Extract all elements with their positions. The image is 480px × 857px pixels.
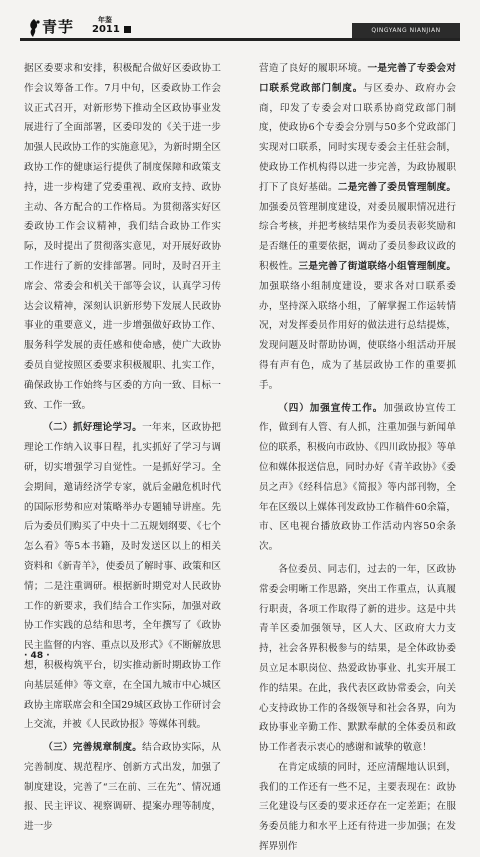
left-paragraph-1: 据区委要求和安排，积极配合做好区委政协工作会议筹备工作。7月中旬，区委政协工作会议正式召开，对新形势下推动全区政协事业发展进行了全面部署，区委印发的《关于进一步加强人民政协工作的实施意见》，为新时期全区政协工作的健康运行提供了制度保障和政策支持，进一步构建了党委重视、政府支持、政协主动、各方配合的工作格局。为贯彻落实好区委政协工作会议精神，我们结合政协工作实际，及时提出了贯彻落实意见，对开展好政协工作进行了新的安排部署。同时，及时召开主席会、常委会和机关干部等会议，认真学习传达会议精神，深刻认识新形势下发展人民政协事业的重要意义，进一步增强做好政协工作、服务科学发展的责任感和使命感，使广大政协委员自觉按照区委要求积极履职、扎实工作，确保政协工作始终与区委的方向一致、目标一致、工作一致。 <box>24 63 221 411</box>
right-section-4 <box>259 399 456 557</box>
logo-year: 2011 <box>92 24 120 35</box>
section-2-body: 一年来，区政协把理论工作纳入议事日程，扎实抓好了学习与调研，切实增强学习自觉性。一是抓好学习。全会期间，邀请经济学专家，就后金融危机时代的国际形势和应对策略举办专题辅导讲座。先后为委员们购买了中央十二五规划纲要、《七个怎么看》等5本书籍，及时发送区以上的相关资料和《新青羊》，使委员了解时事、政策和区情；二是注重调研。根据新时期党对人民政协工作的新要求，我们结合工作实际，加强对政协工作实践的总结和思考，全年撰写了《政协民主监督的内容、重点以及形式》《不断解放思想，积极构筑平台，切实推动新时期政协工作向基层延伸》等文章，在全国九城市中心城区政协主席联席会和全国29城区政协工作研讨会上交流，并被《人民政协报》等媒体刊载。 <box>24 422 222 731</box>
logo-title: 青芋 <box>42 18 75 36</box>
text-run: 加强联络小组制度建设，要求各对口联系委办，坚持深入联络小组，了解掌握工作运转情况，对发挥委员作用好的做法进行总结提炼，发现问题及时帮助协调，使联络小组活动开展得有声有色，成为了基层政协工作的重要抓手。 <box>259 280 456 391</box>
section-4-title: （四）加强宣传工作。 <box>278 402 384 414</box>
logo-icon <box>26 18 42 38</box>
bold-heading-2: 二是完善了委员管理制度。 <box>337 181 457 193</box>
text-run: 营造了良好的履职环境。 <box>259 63 368 74</box>
bold-heading-3: 三是完善了街道联络小组管理制度。 <box>298 260 457 272</box>
left-section-3 <box>24 738 221 837</box>
page-number: · 48 · <box>24 651 50 661</box>
bold-heading-1: 一是完善了专委会对口联系党政部门制度。 <box>259 63 457 94</box>
section-4-body: 加强政协宣传工作，做到有人管、有人抓，注重加强与新闻单位的联系，积极向市政协、《四川政协报》等单位和媒体报送信息，同时办好《青羊政协》《委员之声》《经科信息》《简报》等内部刊物，全年在区级以上媒体刊发政协工作稿件60余篇，市、区电视台播放政协工作活动内容50余条次。 <box>259 402 457 553</box>
section-3-body: 结合政协实际，从完善制度、规范程序、创新方式出发，加强了制度建设，完善了“三在前、三在先”、情况通报、民主评议、视察调研、提案办理等制度，进一步 <box>24 742 222 833</box>
text-run: 与区委办、政府办会商，印发了专委会对口联系协商党政部门制度，使政协6个专委会分别与50多个党政部门实现对口联系，同时实现专委会主任驻会制，使政协工作机构得以进一步完善，为政协履职打下了良好基础。 <box>259 82 457 193</box>
right-paragraph-1 <box>259 59 456 396</box>
header <box>20 14 460 42</box>
logo-square-mark <box>124 26 131 33</box>
header-rule <box>20 38 460 41</box>
section-3-title: （三）完善规章制度。 <box>43 742 143 754</box>
text-run: 加强委员管理制度建设，对委员履职情况进行综合考核，并把考核结果作为委员表彰奖励和是否继任的重要依据，调动了委员参政议政的积极性。 <box>259 201 456 272</box>
header-tab <box>352 23 460 38</box>
left-section-2 <box>24 418 221 735</box>
logo-subtitle: 年鉴 <box>98 16 112 24</box>
right-paragraph-4: 在肯定成绩的同时，还应清醒地认识到，我们的工作还有一些不足，主要表现在：政协三化建设与区委的要求还存在一定差距；在服务委员能力和水平上还有待进一步加强；在发挥界别作 <box>259 761 456 853</box>
right-column <box>259 59 456 857</box>
left-column <box>24 59 221 840</box>
right-paragraph-3: 各位委员、同志们，过去的一年，区政协常委会明晰工作思路，突出工作重点，认真履行职责，各项工作取得了新的进步。这是中共青羊区委加强领导，区人大、区政府大力支持，社会各界积极参与的结果，是全体政协委员立足本职岗位、热爱政协事业、扎实开展工作的结果。在此，我代表区政协常委会，向关心支持政协工作的各级领导和社会各界，向为政协事业辛勤工作、默默奉献的全体委员和政协工作者表示衷心的感谢和诚挚的敬意！ <box>259 563 456 754</box>
header-tab-text: QINGYANG NIANJIAN <box>371 27 441 34</box>
section-2-title: （二）抓好理论学习。 <box>43 422 143 434</box>
